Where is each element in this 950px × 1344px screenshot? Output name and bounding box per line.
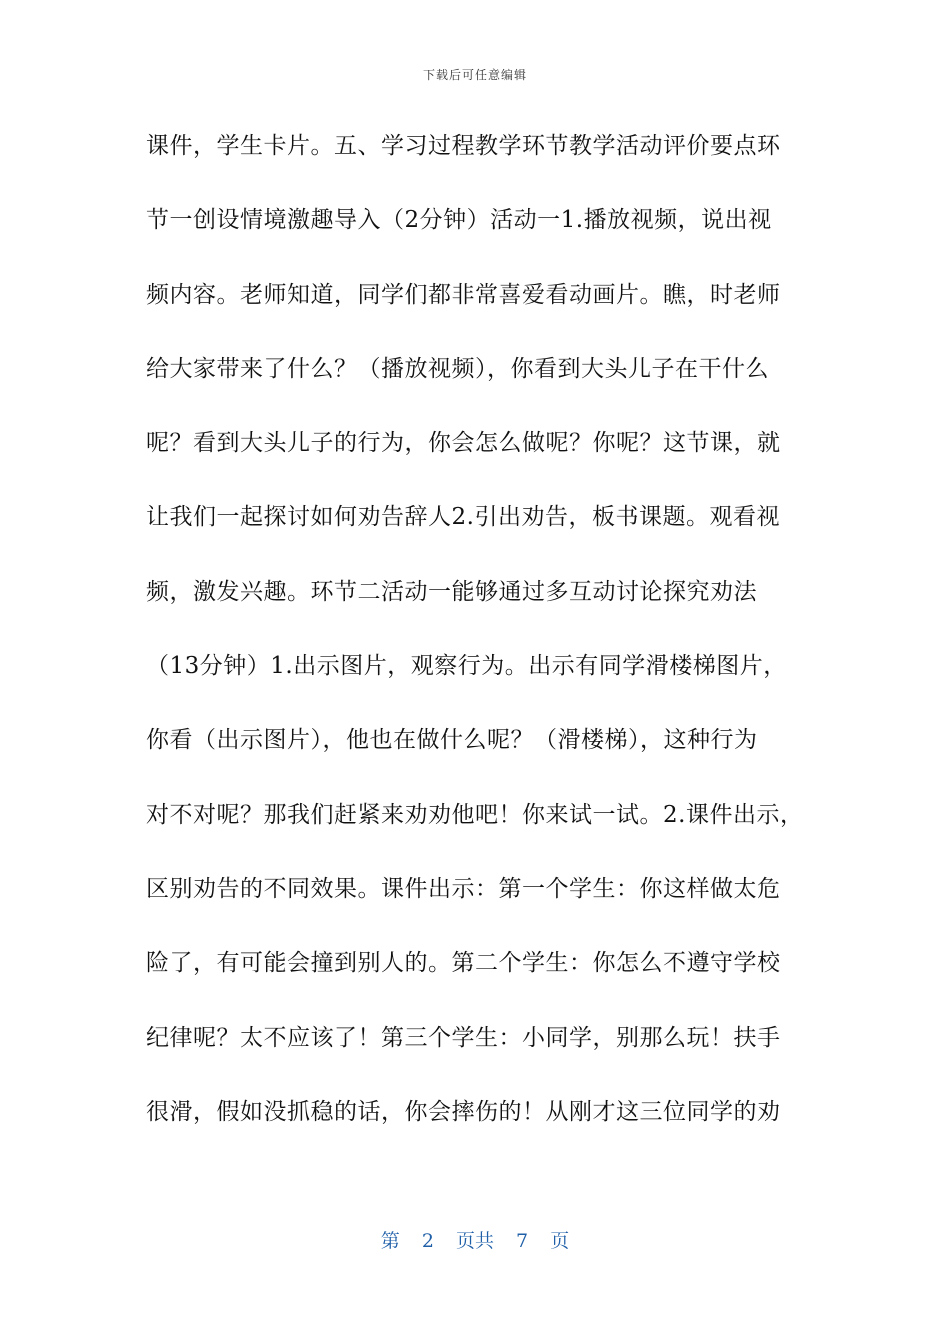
footer-middle: 页共 bbox=[455, 1230, 494, 1252]
page-footer bbox=[0, 1226, 950, 1253]
total-pages-number: 7 bbox=[516, 1230, 529, 1252]
text-line: 区别劝告的不同效果。课件出示：第一个学生：你这样做太危 bbox=[146, 875, 781, 902]
body-text bbox=[146, 124, 816, 1164]
current-page-number: 2 bbox=[421, 1230, 434, 1252]
text-line: 让我们一起探讨如何劝告辞人2.引出劝告，板书课题。观看视 bbox=[146, 504, 780, 531]
text-line: 课件，学生卡片。五、学习过程教学环节教学活动评价要点环 bbox=[146, 133, 781, 159]
footer-suffix: 页 bbox=[550, 1230, 570, 1252]
text-line: 给大家带来了什么？（播放视频），你看到大头儿子在干什么 bbox=[146, 355, 769, 382]
text-line: 对不对呢？那我们赶紧来劝劝他吧！你来试一试。2.课件出示， bbox=[146, 801, 804, 828]
text-line: 频，激发兴趣。环节二活动一能够通过多互动讨论探究劝法 bbox=[146, 578, 757, 605]
text-line: 险了，有可能会撞到别人的。第二个学生：你怎么不遵守学校 bbox=[146, 950, 781, 977]
text-line: 频内容。老师知道，同学们都非常喜爱看动画片。瞧，时老师 bbox=[146, 281, 781, 308]
text-line: （13分钟）1.出示图片，观察行为。出示有同学滑楼梯图片， bbox=[146, 653, 787, 680]
footer-prefix: 第 bbox=[380, 1230, 400, 1252]
header-note: 下载后可任意编辑 bbox=[422, 68, 527, 82]
text-line: 呢？看到大头儿子的行为，你会怎么做呢？你呢？这节课，就 bbox=[146, 430, 781, 457]
text-line: 你看（出示图片），他也在做什么呢？（滑楼梯），这种行为 bbox=[146, 727, 758, 754]
text-line: 很滑，假如没抓稳的话，你会摔伤的！从刚才这三位同学的劝 bbox=[146, 1098, 781, 1125]
text-line: 纪律呢？太不应该了！第三个学生：小同学，别那么玩！扶手 bbox=[146, 1024, 781, 1051]
text-line: 节一创设情境激趣导入（2分钟）活动一1.播放视频，说出视 bbox=[146, 207, 772, 234]
